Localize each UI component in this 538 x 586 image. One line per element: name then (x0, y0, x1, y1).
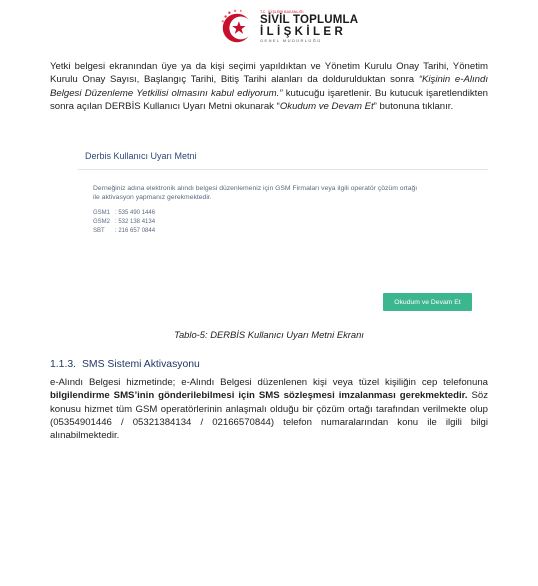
gsm-line (93, 209, 293, 217)
section-number: 1.1.3. (50, 359, 76, 370)
gsm-label: SBT (93, 228, 105, 234)
page-header (0, 8, 538, 48)
panel-body-text: Derneğiniz adına elektronik alındı belgesi düzenlemeniz için GSM Firmaları veya ilgili operatör çözüm ortağı ile aktivasyon yapmanız gerekmektedir. (93, 185, 418, 201)
sms-text-1: e-Alındı Belgesi hizmetinde; e-Alındı Belgesi düzenlenen kişi veya tüzel kişiliğin cep telefonuna (50, 377, 488, 388)
gsm-value: : 532 138 4134 (115, 219, 156, 225)
logo-line2: İLİŞKİLER (260, 26, 347, 38)
logo-line1: SİVİL TOPLUMLA (260, 14, 359, 26)
sms-bold-text: bilgilendirme SMS’inin gönderilebilmesi için SMS sözleşmesi imzalanması gerekmektedir. (50, 390, 468, 402)
table-caption: Tablo-5: DERBİS Kullanıcı Uyarı Metni Ekranı (174, 329, 364, 340)
intro-paragraph (50, 60, 488, 113)
section-heading (50, 359, 200, 370)
intro-text-2: kutucuğu işaretlenir. Bu kutucuk işaretlendikten sonra açılan DERBİS Kullanıcı Uyarı Metni okunarak “ (50, 87, 488, 112)
sms-paragraph (50, 376, 488, 442)
gsm-line (93, 218, 293, 226)
read-and-continue-button[interactable]: Okudum ve Devam Et (383, 293, 472, 311)
warning-panel (78, 145, 488, 321)
intro-quote: “Kişinin e-Alındı Belgesi Düzenleme Yetkilisi olmasını kabul ediyorum.” (50, 74, 488, 99)
ministry-emblem-icon (218, 8, 256, 46)
logo-line3: GENEL MÜDÜRLÜĞÜ (260, 38, 322, 43)
intro-button-ref: Okudum ve Devam Et (279, 100, 374, 112)
logo-small-text: T.C. İÇİŞLERİ BAKANLIĞI (260, 10, 304, 14)
panel-divider (78, 169, 488, 170)
gsm-line (93, 227, 293, 235)
sms-text-2: Söz konusu hizmet tüm GSM operatörlerinin anlaşmalı olduğu bir çözüm ortağı tarafından verilmekte olup (05354901446 / 05321384134 / 02166570844) telefon numaralarından konu ile ilgili bilgi alınabilmektedir. (50, 390, 488, 442)
gsm-label: GSM1 (93, 210, 111, 216)
ministry-logo-text (260, 10, 358, 43)
intro-text-3: ” butonuna tıklanır. (373, 100, 454, 112)
section-title: SMS Sistemi Aktivasyonu (82, 359, 200, 370)
panel-title: Derbis Kullanıcı Uyarı Metni (85, 151, 197, 161)
gsm-value: : 535 490 1446 (115, 210, 156, 216)
gsm-value: : 216 657 0844 (115, 228, 156, 234)
gsm-label: GSM2 (93, 219, 111, 225)
intro-text-1: Yetki belgesi ekranından üye ya da kişi seçimi yapıldıktan ve Yönetim Kurulu Onay Tarihi, Yönetim Kurulu Onay Sayısı, Başlangıç Tarihi, Bitiş Tarihi alanları da doldurulduktan sonra (50, 61, 488, 86)
